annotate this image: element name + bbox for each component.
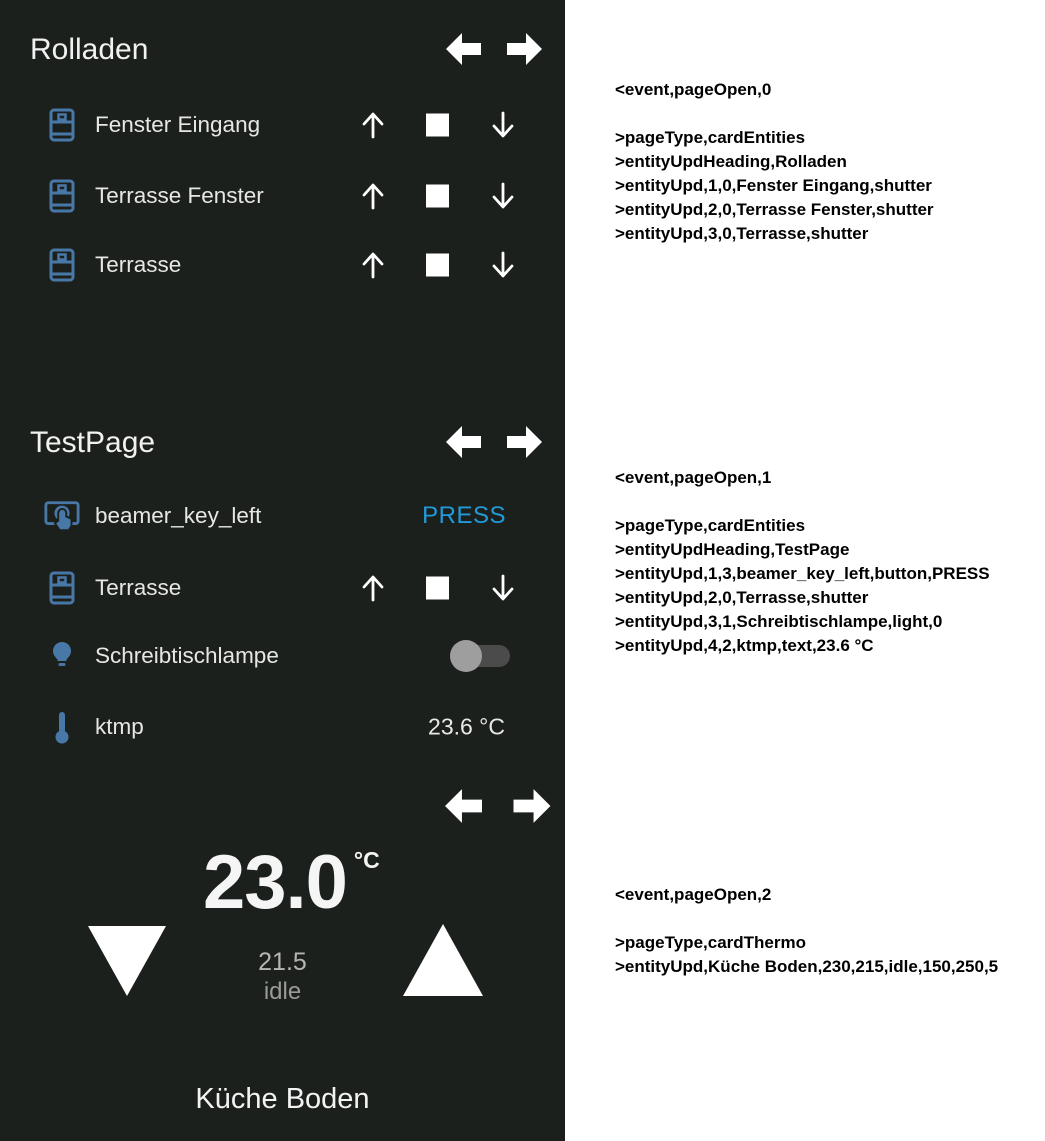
- protocol-response-line: >entityUpd,2,0,Terrasse,shutter: [615, 588, 869, 607]
- arrow-down-icon: [488, 249, 518, 281]
- protocol-response-line: >entityUpd,3,1,Schreibtischlampe,light,0: [615, 612, 943, 631]
- sensor-value: 23.6 °C: [428, 713, 505, 740]
- protocol-block: [615, 466, 1045, 658]
- window-shutter-icon: [49, 108, 75, 142]
- entity-label: Terrasse: [95, 252, 182, 277]
- protocol-response-line: >entityUpd,4,2,ktmp,text,23.6 °C: [615, 636, 874, 655]
- protocol-response-line: >entityUpdHeading,Rolladen: [615, 152, 847, 171]
- entity-label: Fenster Eingang: [95, 112, 261, 137]
- blank-line: [615, 490, 1045, 514]
- window-shutter-icon: [49, 248, 75, 282]
- next-page-button[interactable]: [507, 31, 543, 67]
- protocol-event-line: <event,pageOpen,2: [615, 885, 772, 904]
- card-title-testpage: TestPage: [30, 426, 156, 459]
- arrow-right-icon: [507, 424, 543, 460]
- protocol-event-line: <event,pageOpen,1: [615, 468, 772, 487]
- entity-label: Terrasse Fenster: [95, 183, 264, 208]
- entity-label: Schreibtischlampe: [95, 643, 279, 668]
- arrow-down-icon: [488, 180, 518, 212]
- protocol-response-line: >pageType,cardEntities: [615, 516, 806, 535]
- arrow-up-icon: [358, 180, 388, 212]
- arrow-up-icon: [358, 572, 388, 604]
- entity-label: Terrasse: [95, 575, 182, 600]
- shutter-up-button[interactable]: [358, 180, 388, 212]
- entity-row: [30, 97, 543, 153]
- entity-label: ktmp: [95, 714, 144, 739]
- entity-row: [30, 168, 543, 224]
- window-shutter-icon: [49, 179, 75, 213]
- stop-square-icon: [426, 114, 449, 137]
- shutter-down-button[interactable]: [488, 180, 518, 212]
- shutter-up-button[interactable]: [358, 109, 388, 141]
- press-button[interactable]: PRESS: [422, 502, 506, 529]
- protocol-response-line: >entityUpd,3,0,Terrasse,shutter: [615, 224, 869, 243]
- protocol-response-line: >entityUpd,1,0,Fenster Eingang,shutter: [615, 176, 932, 195]
- shutter-up-button[interactable]: [358, 249, 388, 281]
- toggle-knob: [450, 640, 482, 672]
- protocol-block: [615, 78, 1045, 246]
- arrow-down-icon: [488, 572, 518, 604]
- protocol-event-line: <event,pageOpen,0: [615, 80, 772, 99]
- arrow-left-icon: [445, 424, 481, 460]
- protocol-response-line: >pageType,cardThermo: [615, 933, 806, 952]
- shutter-stop-button[interactable]: [426, 577, 449, 600]
- arrow-right-icon: [507, 31, 543, 67]
- next-page-button[interactable]: [507, 424, 543, 460]
- card-title-rolladen: Rolladen: [30, 33, 149, 66]
- protocol-response-line: >entityUpd,Küche Boden,230,215,idle,150,250,5: [615, 957, 999, 976]
- entity-label: beamer_key_left: [95, 503, 262, 528]
- blank-line: [615, 102, 1045, 126]
- page-nav: [443, 787, 553, 825]
- target-temperature: 21.5: [258, 948, 307, 976]
- arrow-right-icon: [512, 787, 553, 825]
- arrow-down-icon: [488, 109, 518, 141]
- light-toggle[interactable]: [450, 634, 510, 678]
- temperature-unit: °C: [353, 847, 380, 873]
- entity-row: [30, 560, 543, 616]
- stop-square-icon: [426, 185, 449, 208]
- shutter-down-button[interactable]: [488, 109, 518, 141]
- thermostat-name: Küche Boden: [195, 1083, 370, 1115]
- prev-page-button[interactable]: [445, 424, 481, 460]
- shutter-down-button[interactable]: [488, 249, 518, 281]
- page-nav: [445, 31, 543, 67]
- entity-row: [30, 237, 543, 293]
- arrow-up-icon: [358, 249, 388, 281]
- entity-row: [30, 488, 543, 544]
- arrow-left-icon: [445, 31, 481, 67]
- next-page-button[interactable]: [512, 787, 553, 825]
- shutter-stop-button[interactable]: [426, 254, 449, 277]
- shutter-stop-button[interactable]: [426, 185, 449, 208]
- current-temperature: [203, 840, 380, 925]
- current-temperature-value: 23.0: [203, 840, 347, 925]
- protocol-response-line: >entityUpd,2,0,Terrasse Fenster,shutter: [615, 200, 934, 219]
- shutter-down-button[interactable]: [488, 572, 518, 604]
- protocol-block: [615, 883, 1045, 979]
- page-nav: [445, 424, 543, 460]
- protocol-response-line: >entityUpd,1,3,beamer_key_left,button,PRESS: [615, 564, 990, 583]
- stop-square-icon: [426, 577, 449, 600]
- arrow-left-icon: [443, 787, 483, 825]
- arrow-up-icon: [358, 109, 388, 141]
- protocol-response-line: >pageType,cardEntities: [615, 128, 806, 147]
- entity-row: [30, 628, 543, 684]
- gesture-tap-button-icon: [44, 498, 80, 534]
- window-shutter-icon: [49, 571, 75, 605]
- lightbulb-icon: [49, 640, 75, 672]
- hvac-state: idle: [263, 978, 302, 1005]
- shutter-stop-button[interactable]: [426, 114, 449, 137]
- prev-page-button[interactable]: [445, 31, 481, 67]
- shutter-up-button[interactable]: [358, 572, 388, 604]
- thermometer-icon: [53, 710, 71, 744]
- prev-page-button[interactable]: [443, 787, 483, 825]
- entity-row: [30, 699, 543, 755]
- blank-line: [615, 907, 1045, 931]
- stop-square-icon: [426, 254, 449, 277]
- protocol-response-line: >entityUpdHeading,TestPage: [615, 540, 850, 559]
